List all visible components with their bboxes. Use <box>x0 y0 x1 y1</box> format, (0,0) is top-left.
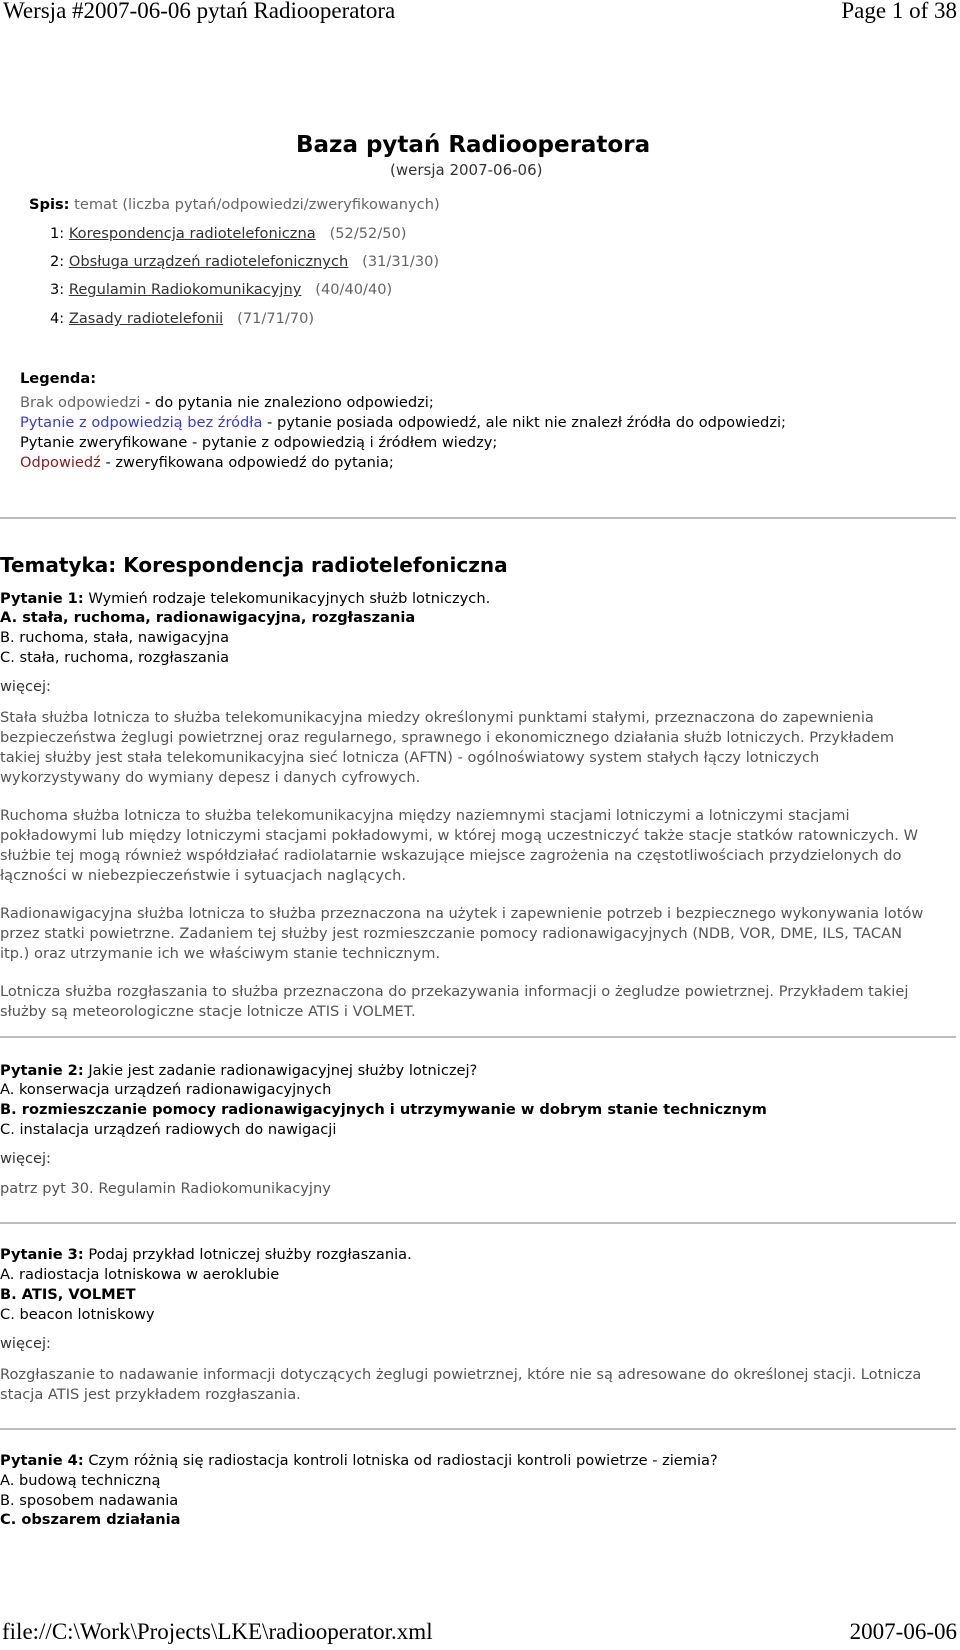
legend-term: Odpowiedź <box>20 454 101 471</box>
page-footer-path: file://C:\Work\Projects\LKE\radiooperator.xml <box>2 1619 433 1644</box>
toc-item-counts: (31/31/30) <box>362 253 440 270</box>
question-text: Wymień rodzaje telekomunikacyjnych służb lotniczych. <box>88 590 491 607</box>
question-text: Czym różnią się radiostacja kontroli lotniska od radiostacji kontroli powietrze - ziemia? <box>88 1452 718 1469</box>
document-version: (wersja 2007-06-06) <box>390 161 543 179</box>
legend-desc: - do pytania nie znaleziono odpowiedzi; <box>140 394 434 411</box>
explanation-paragraph: Radionawigacyjna służba lotnicza to służba przeznaczona na użytek i zapewnienie potrzeb i bezpiecznego wykonywania lotów przez statki powietrzne. Zadaniem tej służby jest rozmieszczanie pomocy radionawigacyjnych (NDB, VOR, DME, ILS, TACAN itp.) oraz utrzymanie ich we właściwym stanie technicznym. <box>0 905 924 962</box>
legend-line-unsourced <box>20 413 786 433</box>
answer-correct: C. obszarem działania <box>0 1511 181 1528</box>
question-label: Pytanie 1: <box>0 590 84 607</box>
question-2 <box>0 1061 477 1081</box>
question-label: Pytanie 3: <box>0 1246 84 1263</box>
question-text: Jakie jest zadanie radionawigacyjnej służby lotniczej? <box>88 1062 478 1079</box>
legend-line-no-answer <box>20 393 434 413</box>
legend-term: Brak odpowiedzi <box>20 394 141 411</box>
toc-item-counts: (52/52/50) <box>329 225 407 242</box>
question-3 <box>0 1245 412 1265</box>
toc-link-regulamin[interactable]: Regulamin Radiokomunikacyjny <box>68 281 302 298</box>
question-4 <box>0 1451 718 1471</box>
toc-item <box>50 252 439 272</box>
toc-item-number: 3: <box>50 281 65 298</box>
toc-item-number: 4: <box>50 310 65 327</box>
question-label: Pytanie 2: <box>0 1062 84 1079</box>
answer-correct: B. rozmieszczanie pomocy radionawigacyjnych i utrzymywanie w dobrym stanie technicznym <box>0 1101 767 1118</box>
legend-desc: - pytanie posiada odpowiedź, ale nikt nie znalezł źródła do odpowiedzi; <box>262 414 786 431</box>
toc-item-counts: (40/40/40) <box>315 281 393 298</box>
question-1 <box>0 589 490 609</box>
document-title: Baza pytań Radiooperatora <box>296 132 651 158</box>
answer: C. stała, ruchoma, rozgłaszania <box>0 649 230 666</box>
toc-item-counts: (71/71/70) <box>237 310 315 327</box>
section-divider <box>0 517 956 519</box>
explanation-paragraph: patrz pyt 30. Regulamin Radiokomunikacyjny <box>0 1180 331 1197</box>
toc-item-number: 1: <box>50 225 65 242</box>
question-text: Podaj przykład lotniczej służby rozgłaszania. <box>88 1246 412 1263</box>
toc-item <box>50 309 314 329</box>
toc-label: Spis: <box>29 196 70 213</box>
toc-item-number: 2: <box>50 253 65 270</box>
more-label: więcej: <box>0 1335 51 1352</box>
legend-line-answer <box>20 453 394 473</box>
answer: A. radiostacja lotniskowa w aeroklubie <box>0 1266 280 1283</box>
answer: A. konserwacja urządzeń radionawigacyjnych <box>0 1081 332 1098</box>
question-divider <box>0 1428 956 1430</box>
explanation-paragraph: Lotnicza służba rozgłaszania to służba przeznaczona do przekazywania informacji o żegludze powietrznej. Przykładem takiej służby są meteorologiczne stacje lotnicze ATIS i VOLMET. <box>0 983 909 1020</box>
answer-correct: B. ATIS, VOLMET <box>0 1286 136 1303</box>
more-label: więcej: <box>0 678 51 695</box>
toc-item <box>50 280 392 300</box>
answer: C. instalacja urządzeń radiowych do nawigacji <box>0 1121 337 1138</box>
question-divider <box>0 1036 956 1038</box>
topic-heading: Tematyka: Korespondencja radiotelefoniczna <box>0 553 508 577</box>
toc-link-obsluga[interactable]: Obsługa urządzeń radiotelefonicznych <box>68 253 349 270</box>
question-divider <box>0 1222 956 1224</box>
explanation-paragraph: Rozgłaszanie to nadawanie informacji dotyczących żeglugi powietrznej, które nie są adresowane do określonej stacji. Lotnicza stacja ATIS jest przykładem rozgłaszania. <box>0 1366 922 1403</box>
answer: B. sposobem nadawania <box>0 1492 179 1509</box>
toc-link-korespondencja[interactable]: Korespondencja radiotelefoniczna <box>68 225 316 242</box>
answer-correct: A. stała, ruchoma, radionawigacyjna, rozgłaszania <box>0 609 416 626</box>
toc-item <box>50 224 407 244</box>
toc-header <box>29 195 440 215</box>
answer: B. ruchoma, stała, nawigacyjna <box>0 629 230 646</box>
page-header-title: Wersja #2007-06-06 pytań Radiooperatora <box>3 0 396 23</box>
explanation-paragraph: Ruchoma służba lotnicza to służba telekomunikacyjna między naziemnymi stacjami lotniczymi a lotniczymi stacjami pokładowymi lub między lotniczymi stacjami pokładowymi, w której mogą uczestniczyć także stacje statków ratowniczych. W służbie tej mogą również współdziałać radiolatarnie wskazujące miejsce zagrożenia na częstotliwościach przydzielonych do łączności w niebezpieczeństwie i sytuacjach naglących. <box>0 807 919 884</box>
legend-label: Legenda: <box>20 370 97 387</box>
answer: A. budową techniczną <box>0 1472 161 1489</box>
answer: C. beacon lotniskowy <box>0 1306 155 1323</box>
legend-line-verified: Pytanie zweryfikowane - pytanie z odpowiedzią i źródłem wiedzy; <box>20 434 498 451</box>
toc-description: temat (liczba pytań/odpowiedzi/zweryfikowanych) <box>74 196 440 213</box>
page-number: Page 1 of 38 <box>841 0 957 23</box>
explanation-paragraph: Stała służba lotnicza to służba telekomunikacyjna miedzy określonymi punktami stałymi, przeznaczona do zapewnienia bezpieczeństwa żeglugi powietrznej oraz regularnego, sprawnego i ekonomicznego działania służb lotniczych. Przykładem takiej służby jest stała telekomunikacyjna sieć lotnicza (AFTN) - ogólnoświatowy system stałych łączy lotniczych wykorzystywany do wymiany depesz i danych cyfrowych. <box>0 709 895 786</box>
legend-term: Pytanie z odpowiedzią bez źródła <box>20 414 263 431</box>
legend-desc: - zweryfikowana odpowiedź do pytania; <box>100 454 394 471</box>
page-footer-date: 2007-06-06 <box>849 1619 957 1644</box>
toc-link-zasady[interactable]: Zasady radiotelefonii <box>68 310 224 327</box>
more-label: więcej: <box>0 1150 51 1167</box>
question-label: Pytanie 4: <box>0 1452 84 1469</box>
